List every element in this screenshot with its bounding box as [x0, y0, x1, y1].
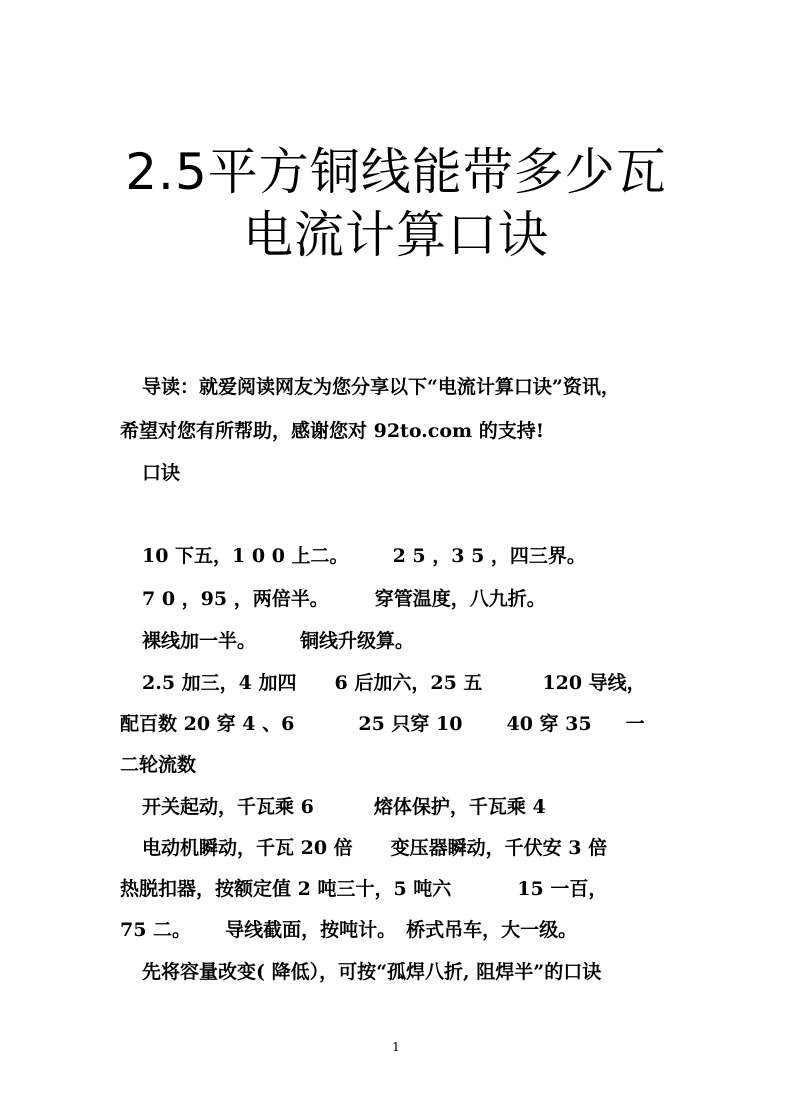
rhyme-line-11: 先将容量改变( 降低），可按“孤焊八折, 阻焊半”的口诀 [142, 961, 602, 983]
rhyme-line-7 [142, 794, 702, 820]
rhyme-9b: 15 一百， [517, 878, 608, 900]
rhyme-4a: 2.5 加三，4 加四 [142, 672, 297, 694]
document-title-line-1: 2.5平方铜线能带多少瓦 [125, 143, 667, 201]
rhyme-4b: 6 后加六，25 五 [334, 672, 483, 694]
intro-line-1: 导读：就爱阅读网友为您分享以下“电流计算口诀”资讯， [142, 376, 620, 398]
rhyme-5a: 配百数 20 穿 4 、6 [120, 713, 295, 735]
rhyme-5c: 40 穿 35 [506, 713, 592, 735]
rhyme-4c: 120 导线， [542, 672, 646, 694]
rhyme-2b: 穿管温度，八九折。 [374, 588, 546, 610]
rhyme-line-3 [142, 628, 702, 654]
rhyme-10a: 75 二。 [120, 919, 192, 941]
rhyme-line-9 [120, 876, 680, 902]
rhyme-5d: 一 [625, 713, 645, 735]
rhyme-line-8 [142, 835, 702, 861]
rhyme-line-6: 二轮流数 [120, 754, 197, 776]
section-heading: 口诀 [142, 462, 181, 484]
rhyme-line-1 [142, 543, 702, 569]
rhyme-line-4 [142, 670, 702, 696]
rhyme-line-2 [142, 586, 702, 612]
document-title-line-2: 电流计算口诀 [243, 206, 549, 264]
rhyme-line-10 [120, 917, 680, 943]
rhyme-line-5 [120, 711, 680, 737]
intro-line-2: 希望对您有所帮助，感谢您对 92to.com 的支持! [120, 420, 545, 442]
rhyme-3a: 裸线加一半。 [142, 630, 257, 652]
rhyme-3b: 铜线升级算。 [300, 630, 415, 652]
rhyme-1a: 10 下五，1 0 0 上二。 [142, 545, 349, 567]
rhyme-5b: 25 只穿 10 [358, 713, 463, 735]
rhyme-2a: 7 0 ，95 ，两倍半。 [142, 588, 329, 610]
rhyme-9a: 热脱扣器，按额定值 2 吨三十，5 吨六 [120, 878, 452, 900]
page-number: 1 [392, 1040, 400, 1054]
rhyme-1b: 2 5 ，3 5 ，四三界。 [392, 545, 586, 567]
rhyme-8a: 电动机瞬动，千瓦 20 倍 [142, 837, 353, 859]
rhyme-10b: 导线截面，按吨计。 [225, 919, 397, 941]
rhyme-7b: 熔体保护，千瓦乘 4 [373, 796, 546, 818]
rhyme-7a: 开关起动，千瓦乘 6 [142, 796, 314, 818]
rhyme-10c: 桥式吊车，大一级。 [406, 919, 578, 941]
rhyme-8b: 变压器瞬动，千伏安 3 倍 [390, 837, 608, 859]
